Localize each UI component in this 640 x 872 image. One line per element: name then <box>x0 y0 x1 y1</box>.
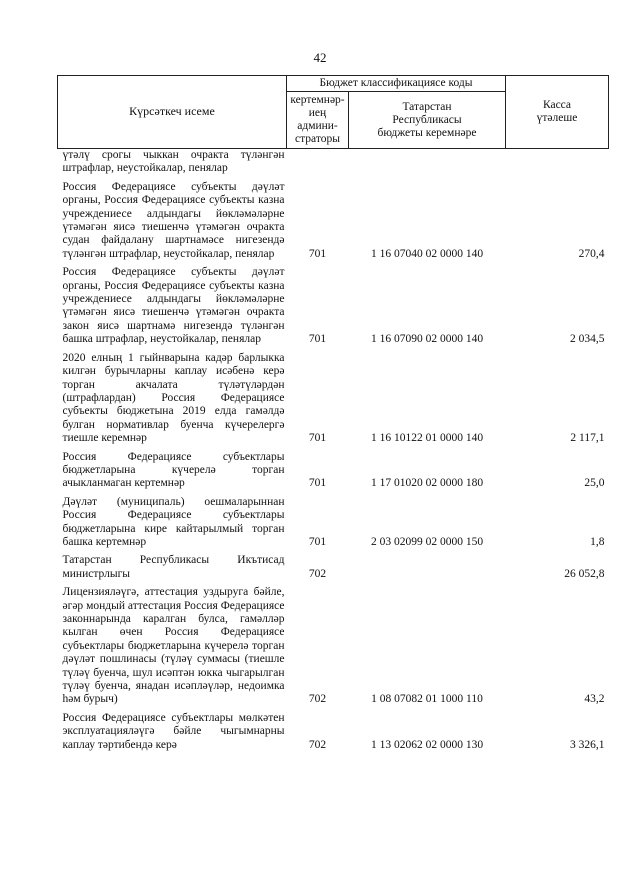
row-admin: 701 <box>308 477 327 490</box>
header-cash: Касса үтәлеше <box>506 76 609 149</box>
table-row <box>58 149 609 176</box>
row-cash: 43,2 <box>584 693 605 706</box>
row-admin: 702 <box>308 567 327 580</box>
row-admin: 701 <box>308 432 327 445</box>
row-cash: 2 034,5 <box>570 333 605 346</box>
header-tatarstan-code: Татарстан Республикасы бюджеты керемнәре <box>349 92 506 149</box>
row-name: 2020 елның 1 гыйнварына кадәр барлыкка килгән бурычларны каплау исәбенә керә торган акчалата түләтүләрдән (штрафлардан) Россия Федерациясе субъекты бюджетына 2019 елда гамәлдә булган нормативлар буенча күчерелергә тиешле керемнәр <box>62 351 285 445</box>
row-code: 1 16 07090 02 0000 140 <box>370 333 484 346</box>
row-admin <box>287 149 349 176</box>
row-admin: 701 <box>308 247 327 260</box>
page-number: 42 <box>313 50 327 65</box>
row-code: 1 13 02062 02 0000 130 <box>370 738 484 751</box>
row-name: Татарстан Республикасы Икътисад министрлыгы <box>62 554 285 580</box>
row-cash: 26 052,8 <box>564 567 605 580</box>
row-cash: 25,0 <box>584 477 605 490</box>
row-name: Россия Федерациясе субъектлары бюджетларына күчерелә торган ачыкланмаган кертемнәр <box>62 450 285 490</box>
row-code: 1 17 01020 02 0000 180 <box>370 477 484 490</box>
table-row <box>58 707 609 752</box>
row-cash: 270,4 <box>578 247 605 260</box>
table-row <box>58 446 609 491</box>
header-indicator: Күрсәткеч исеме <box>58 76 287 149</box>
row-name: Лицензияләүгә, аттестация уздыруга бәйле, әгәр мондый аттестация Россия Федерациясе законнарында каралган булса, гамәлләр кылган өчен Россия Федерациясе субъектлары бюджетларына күчерелә торган дәүләт пошлинасы (түләү суммасы (тиешле түләү буенча, шул исәптән юкка чыгарылган түләү буенча, янадан исәпләүләр, недоимка һәм бурыч) <box>62 586 285 706</box>
row-name: Россия Федерациясе субъектлары мөлкәтен эксплуатацияләүгә бәйле чыгымнарны каплау тәртибендә керә <box>62 711 285 751</box>
header-admin: кертемнәр- иең админи- страторы <box>287 92 349 149</box>
budget-table <box>57 75 609 752</box>
row-cash: 2 117,1 <box>570 432 605 445</box>
row-code: 1 16 07040 02 0000 140 <box>370 247 484 260</box>
row-code: 1 08 07082 01 1000 110 <box>371 693 483 706</box>
table-row <box>58 347 609 446</box>
row-code <box>349 149 506 176</box>
row-code: 2 03 02099 02 0000 150 <box>370 535 484 548</box>
table-row <box>58 176 609 261</box>
row-admin: 702 <box>308 693 327 706</box>
row-code: 1 16 10122 01 0000 140 <box>370 432 484 445</box>
row-name: Россия Федерациясе субъекты дәүләт органы, Россия Федерациясе субъекты казна учреждениесе алдындагы йөкләмәләрне үтәмәгән яисә тиешенчә үтәмәгән очракта закон яисә шартнамә нигезендә түләнгән башка штрафлар, неустойкалар, пенялар <box>62 266 285 346</box>
row-name: Россия Федерациясе субъекты дәүләт органы, Россия Федерациясе субъекты казна учреждениесе алдындагы йөкләмәләрне үтәмәгән яисә тиешенчә үтәмәгән очракта судан файдалану шартнамәсе нигезендә түләнгән штрафлар, неустойкалар, пенялар <box>62 180 285 260</box>
row-admin: 702 <box>308 738 327 751</box>
row-code <box>349 549 506 581</box>
row-admin: 701 <box>308 535 327 548</box>
row-admin: 701 <box>308 333 327 346</box>
row-cash <box>506 149 609 176</box>
table-row <box>58 491 609 550</box>
table-row <box>58 261 609 346</box>
row-name: Дәүләт (муниципаль) оешмаларыннан Россия Федерациясе субъектлары бюджетларына кире кайтарылмый торган башка кертемнәр <box>62 495 285 548</box>
table-row <box>58 581 609 707</box>
row-cash: 3 326,1 <box>570 738 605 751</box>
table-row <box>58 549 609 581</box>
row-cash: 1,8 <box>590 535 605 548</box>
row-name: үтәлү срогы чыккан очракта түләнгән штрафлар, неустойкалар, пенялар <box>62 149 285 175</box>
header-budget-code-group: Бюджет классификациясе коды <box>287 76 506 92</box>
